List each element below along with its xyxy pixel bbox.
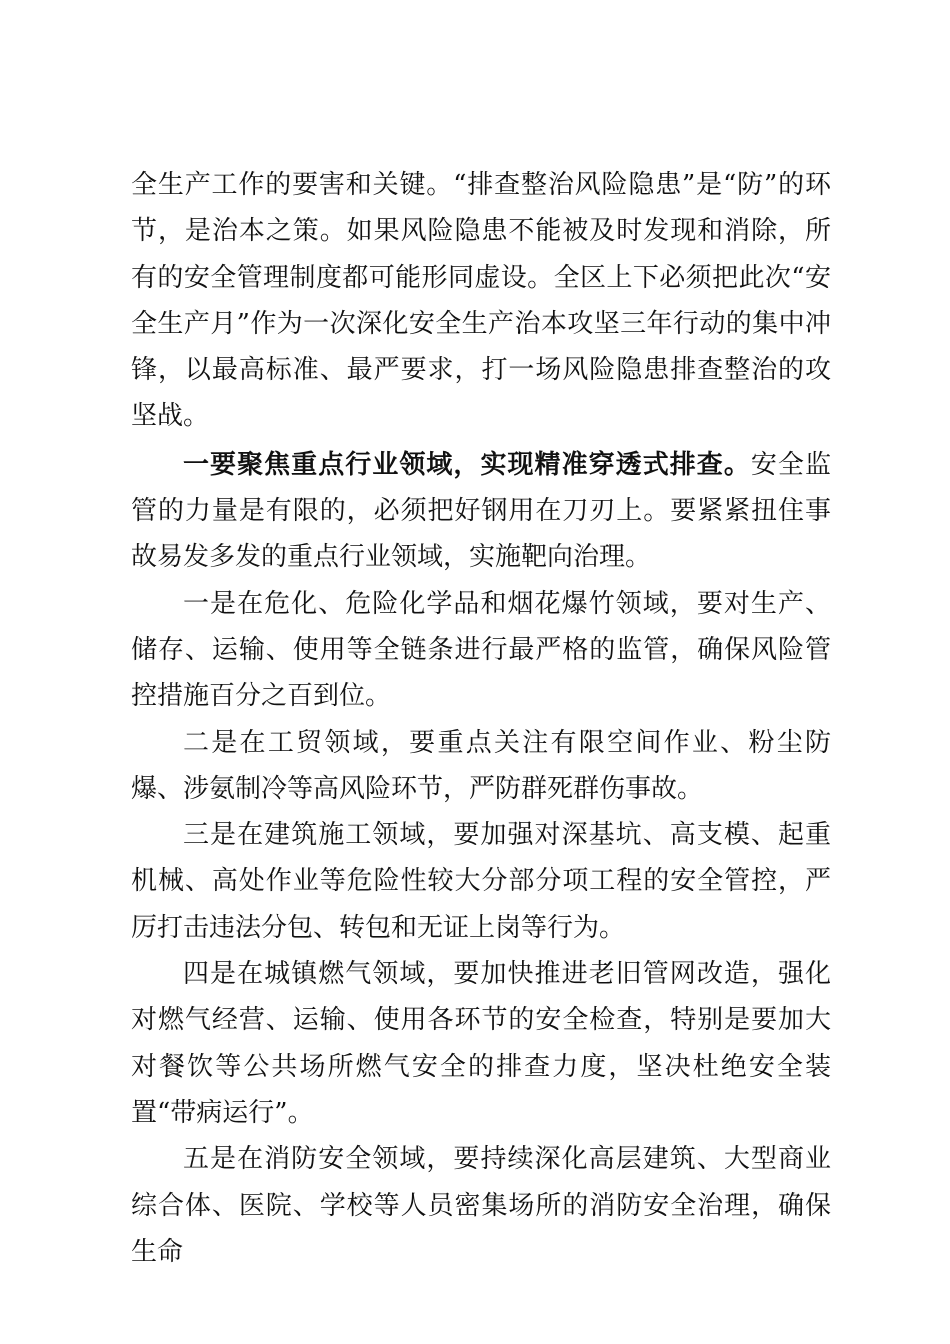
document-body bbox=[131, 162, 831, 1275]
paragraph-fire-safety bbox=[131, 1136, 831, 1275]
paragraph-urban-gas bbox=[131, 951, 831, 1136]
paragraph-text: 安全监管的力量是有限的，必须把好钢用在刀刃上。要紧紧扭住事故易发多发的重点行业领域，实施靶向治理。 bbox=[131, 449, 831, 573]
paragraph-industry-trade bbox=[131, 720, 831, 813]
paragraph-text: 五是在消防安全领域，要持续深化高层建筑、大型商业综合体、医院、学校等人员密集场所的消防安全治理，确保生命 bbox=[131, 1144, 831, 1267]
paragraph-hazardous-chemicals bbox=[131, 581, 831, 720]
paragraph-text: 全生产工作的要害和关键。“排查整治风险隐患”是“防”的环节，是治本之策。如果风险隐患不能被及时发现和消除，所有的安全管理制度都可能形同虚设。全区上下必须把此次“安全生产月”作为一次深化安全生产治本攻坚三年行动的集中冲锋，以最高标准、最严要求，打一场风险隐患排查整治的攻坚战。 bbox=[131, 170, 831, 432]
paragraph-text: 二是在工贸领域，要重点关注有限空间作业、粉尘防爆、涉氨制冷等高风险环节，严防群死群伤事故。 bbox=[131, 727, 831, 804]
paragraph-text: 一是在危化、危险化学品和烟花爆竹领域，要对生产、储存、运输、使用等全链条进行最严格的监管，确保风险管控措施百分之百到位。 bbox=[131, 588, 831, 712]
paragraph-text: 三是在建筑施工领域，要加强对深基坑、高支模、起重机械、高处作业等危险性较大分部分项工程的安全管控，严厉打击违法分包、转包和无证上岗等行为。 bbox=[131, 820, 831, 943]
paragraph-construction bbox=[131, 812, 831, 951]
paragraph-lead-heading: 一要聚焦重点行业领域，实现精准穿透式排查。 bbox=[183, 449, 751, 480]
paragraph-focus-key-sectors bbox=[131, 442, 831, 581]
paragraph-text: 四是在城镇燃气领域，要加快推进老旧管网改造，强化对燃气经营、运输、使用各环节的安全检查，特别是要加大对餐饮等公共场所燃气安全的排查力度，坚决杜绝安全装置“带病运行”。 bbox=[131, 959, 831, 1128]
paragraph-intro bbox=[131, 162, 831, 440]
